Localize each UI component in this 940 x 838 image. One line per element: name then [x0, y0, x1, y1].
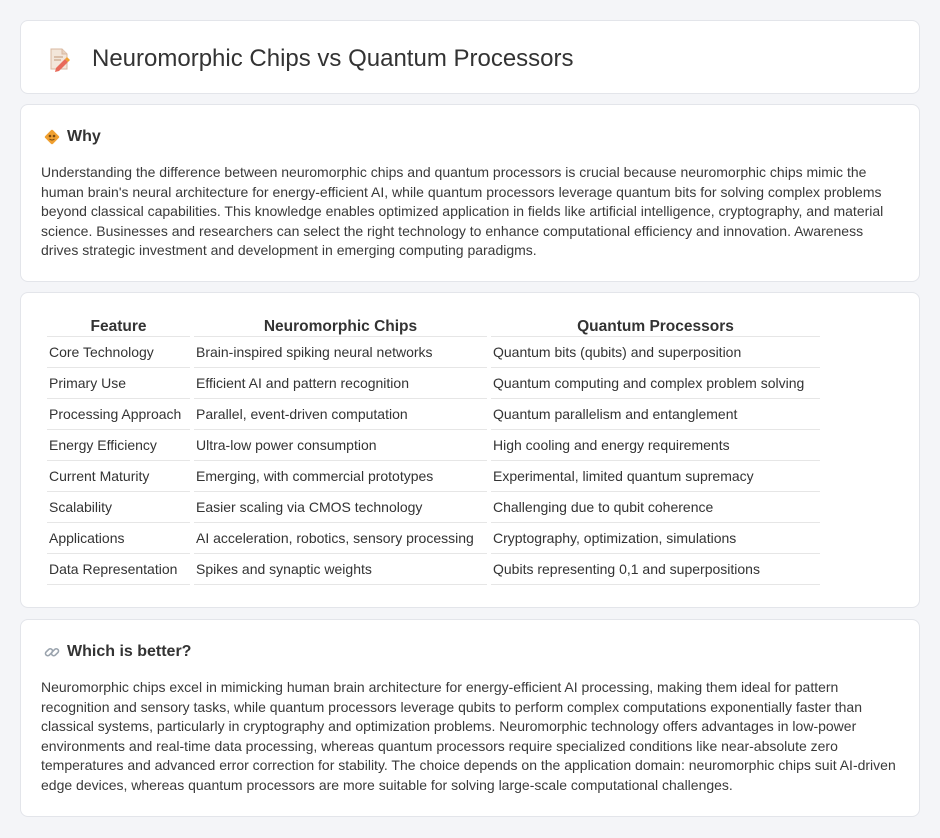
- quantum-cell: High cooling and energy requirements: [491, 430, 820, 461]
- column-header-quantum: Quantum Processors: [491, 315, 820, 337]
- table-row: [47, 554, 820, 585]
- neuromorphic-cell: Easier scaling via CMOS technology: [194, 492, 487, 523]
- quantum-cell: Cryptography, optimization, simulations: [491, 523, 820, 554]
- neuromorphic-cell: Efficient AI and pattern recognition: [194, 368, 487, 399]
- table-row: [47, 430, 820, 461]
- diamond-sign-icon: [43, 128, 61, 146]
- better-heading: Which is better?: [67, 643, 192, 660]
- table-row: [47, 368, 820, 399]
- better-heading-row: [43, 642, 191, 662]
- why-heading-row: [43, 127, 101, 147]
- neuromorphic-cell: Ultra-low power consumption: [194, 430, 487, 461]
- neuromorphic-cell: Parallel, event-driven computation: [194, 399, 487, 430]
- why-paragraph: Understanding the difference between neuromorphic chips and quantum processors is crucial because neuromorphic chips mimic the human brain's neural architecture for energy-efficient AI, while quantum processors leverage quantum bits for solving complex problems beyond classical capabilities. This knowledge enables optimized application in fields like artificial intelligence, cryptography, and material science. Businesses and researchers can select the right technology to enhance computational efficiency and innovation. Awareness drives strategic investment and development in emerging computing paradigms.: [41, 164, 884, 258]
- better-paragraph: Neuromorphic chips excel in mimicking human brain architecture for energy-efficient AI processing, making them ideal for pattern recognition and sensory tasks, while quantum processors leverage qubits to perform complex computations exponentially faster than classical systems, particularly in cryptography and optimization problems. Neuromorphic technology offers advantages in low-power environments and real-time data processing, whereas quantum processors require specialized conditions like near-absolute zero temperatures and advanced error correction for stability. The choice depends on the application domain: neuromorphic chips suit AI-driven edge devices, whereas quantum processors are more suitable for solving large-scale computational challenges.: [41, 679, 896, 793]
- feature-cell: Data Representation: [47, 554, 190, 585]
- quantum-cell: Quantum bits (qubits) and superposition: [491, 337, 820, 368]
- edit-document-icon: [46, 46, 72, 72]
- page-title: Neuromorphic Chips vs Quantum Processors: [92, 45, 574, 72]
- quantum-cell: Qubits representing 0,1 and superpositions: [491, 554, 820, 585]
- table-row: [47, 523, 820, 554]
- column-header-neuromorphic: Neuromorphic Chips: [194, 315, 487, 337]
- feature-cell: Core Technology: [47, 337, 190, 368]
- feature-cell: Current Maturity: [47, 461, 190, 492]
- table-row: [47, 399, 820, 430]
- which-is-better-section: [20, 619, 920, 817]
- quantum-cell: Quantum parallelism and entanglement: [491, 399, 820, 430]
- quantum-cell: Quantum computing and complex problem solving: [491, 368, 820, 399]
- neuromorphic-cell: Emerging, with commercial prototypes: [194, 461, 487, 492]
- why-section: [20, 104, 920, 282]
- feature-cell: Processing Approach: [47, 399, 190, 430]
- column-header-feature: Feature: [47, 315, 190, 337]
- why-heading: Why: [67, 128, 101, 145]
- neuromorphic-cell: Spikes and synaptic weights: [194, 554, 487, 585]
- table-row: [47, 492, 820, 523]
- link-icon: [43, 643, 61, 661]
- feature-cell: Applications: [47, 523, 190, 554]
- neuromorphic-cell: AI acceleration, robotics, sensory processing: [194, 523, 487, 554]
- quantum-cell: Experimental, limited quantum supremacy: [491, 461, 820, 492]
- table-header-row: [47, 315, 820, 337]
- header-card: [20, 20, 920, 94]
- table-row: [47, 461, 820, 492]
- table-row: [47, 337, 820, 368]
- feature-cell: Scalability: [47, 492, 190, 523]
- comparison-table: [43, 315, 824, 585]
- comparison-section: [20, 292, 920, 608]
- quantum-cell: Challenging due to qubit coherence: [491, 492, 820, 523]
- neuromorphic-cell: Brain-inspired spiking neural networks: [194, 337, 487, 368]
- feature-cell: Primary Use: [47, 368, 190, 399]
- feature-cell: Energy Efficiency: [47, 430, 190, 461]
